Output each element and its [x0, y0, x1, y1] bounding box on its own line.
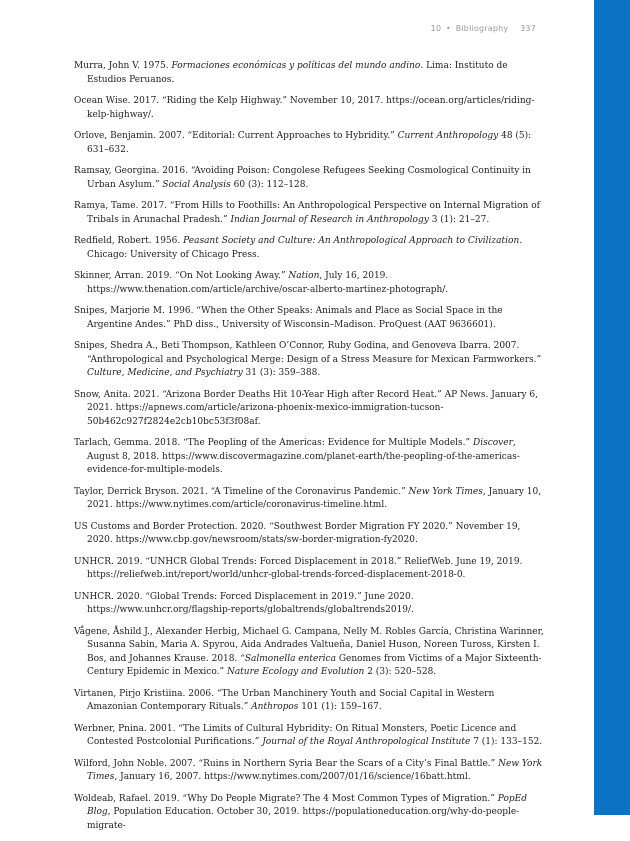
entry-text: 31 (3): 359–388.	[242, 368, 321, 378]
bibliography-entry	[74, 235, 544, 262]
entry-italic-title: Anthropos	[251, 702, 299, 712]
bibliography-entry	[74, 340, 544, 381]
entry-italic-title: Nation	[288, 271, 320, 281]
bibliography-entry	[74, 486, 544, 513]
entry-text: Woldeab, Rafael. 2019. “Why Do People Migrate? The 4 Most Common Types of Migration.”	[74, 793, 498, 804]
entry-text: Tarlach, Gemma. 2018. “The Peopling of the Americas: Evidence for Multiple Models.”	[74, 438, 473, 448]
bibliography-entry	[74, 389, 544, 430]
chapter-edge-bar	[594, 0, 630, 815]
bibliography-entry	[74, 95, 544, 122]
entry-italic-title: Formaciones económicas y políticas del mundo andino	[171, 61, 421, 71]
bibliography-entry	[74, 521, 544, 548]
entry-text: 2 (3): 520–528.	[364, 667, 437, 677]
separator-bullet: •	[446, 24, 451, 33]
running-head	[431, 24, 536, 33]
entry-text: 7 (1): 133–152.	[470, 737, 543, 747]
entry-text: . Chicago: University of Chicago Press.	[87, 236, 523, 260]
bibliography-entry	[74, 591, 544, 618]
entry-text: Redfield, Robert. 1956.	[74, 236, 184, 246]
entry-text: , January 16, 2007. https://www.nytimes.com/2007/01/16/science/16batt.html.	[114, 772, 471, 782]
entry-text: Vågene, Åshild J., Alexander Herbig, Michael G. Campana, Nelly M. Robles García, Christina Warinner, Susanna Sabin, Maria A. Spyrou, Aida Andrades Valtueña, Daniel Huson, Noreen Tuross, Kirsten I. Bos, and Johannes Krause. 2018. “	[74, 626, 544, 664]
entry-text: Snow, Anita. 2021. “Arizona Border Deaths Hit 10-Year High after Record Heat.” AP News. January 6, 2021. https://apnews.com/article/arizona-phoenix-mexico-immigration-tucson-50b462c927f2824e2cb10bc53f3f08af.	[74, 389, 538, 427]
entry-text: Snipes, Marjorie M. 1996. “When the Other Speaks: Animals and Place as Social Space in the Argentine Andes.” PhD diss., University of Wisconsin–Madison. ProQuest (AAT 9636601).	[74, 306, 503, 330]
entry-text: Snipes, Shedra A., Beti Thompson, Kathleen O’Connor, Ruby Godina, and Genoveva Ibarra. 2007. “Anthropological and Psychological Merge: Design of a Stress Measure for Mexican Farmworkers.”	[74, 341, 542, 365]
bibliography-entry	[74, 165, 544, 192]
entry-italic-title: Discover	[472, 438, 513, 448]
entry-italic-title: Current Anthropology	[397, 131, 499, 141]
entry-text: US Customs and Border Protection. 2020. “Southwest Border Migration FY 2020.” November 19, 2020. https://www.cbp.gov/newsroom/stats/sw-border-migration-fy2020.	[74, 521, 521, 545]
entry-italic-title: New York Times	[408, 486, 483, 497]
entry-italic-title: Social Analysis	[162, 179, 231, 190]
bibliography-entry	[74, 437, 544, 478]
entry-text: , Population Education. October 30, 2019. https://populationeducation.org/why-do-people-migrate-	[87, 807, 520, 831]
entry-italic-title: Nature Ecology and Evolution	[226, 667, 365, 677]
bibliography-entry	[74, 556, 544, 583]
entry-italic-title: PopEd Blog	[87, 793, 527, 817]
entry-italic-title: Salmonella enterica	[244, 653, 336, 664]
entry-text: 60 (3): 112–128.	[230, 179, 309, 190]
chapter-number: 10	[430, 24, 442, 33]
entry-text: Genomes from Victims of a Major Sixteenth-Century Epidemic in Mexico.”	[87, 653, 542, 677]
entry-text: , January 10, 2021. https://www.nytimes.com/article/coronavirus-timeline.html.	[87, 486, 542, 510]
bibliography-entry	[74, 793, 544, 834]
entry-text: Taylor, Derrick Bryson. 2021. “A Timeline of the Coronavirus Pandemic.”	[74, 486, 409, 497]
entry-text: , July 16, 2019. https://www.thenation.com/article/archive/oscar-alberto-martinez-photograph/.	[87, 271, 449, 295]
entry-text: Wilford, John Noble. 2007. “Ruins in Northern Syria Bear the Scars of a City’s Final Battle.”	[74, 758, 499, 769]
entry-italic-title: Indian Journal of Research in Anthropology	[230, 214, 429, 225]
bibliography-entry	[74, 270, 544, 297]
entry-text: 48 (5): 631–632.	[87, 131, 532, 155]
entry-italic-title: Culture, Medicine, and Psychiatry	[87, 368, 243, 378]
entry-text: Murra, John V. 1975.	[74, 61, 172, 71]
page-number: 337	[520, 24, 536, 33]
bibliography-list	[74, 60, 544, 841]
entry-italic-title: Journal of the Royal Anthropological Institute	[262, 737, 471, 747]
entry-text: UNHCR. 2019. “UNHCR Global Trends: Forced Displacement in 2018.” ReliefWeb. June 19, 2019. https://reliefweb.int/report/world/unhcr-global-trends-forced-displacement-2018-0.	[74, 556, 523, 580]
bibliography-entry	[74, 305, 544, 332]
bibliography-entry	[74, 130, 544, 157]
bibliography-entry	[74, 758, 544, 785]
bibliography-entry	[74, 200, 544, 227]
entry-text: UNHCR. 2020. “Global Trends: Forced Displacement in 2019.” June 2020. https://www.unhcr.org/flagship-reports/globaltrends/globaltrends2019/.	[74, 591, 414, 615]
entry-italic-title: Peasant Society and Culture: An Anthropological Approach to Civilization	[183, 236, 520, 246]
section-title: Bibliography	[455, 24, 509, 33]
entry-text: 3 (1): 21–27.	[428, 214, 490, 225]
entry-text: Ramya, Tame. 2017. “From Hills to Foothills: An Anthropological Perspective on Internal Migration of Tribals in Arunachal Pradesh.”	[74, 201, 540, 225]
entry-text: 101 (1): 159–167.	[298, 702, 382, 712]
entry-italic-title: New York Times	[87, 758, 543, 782]
entry-text: Ocean Wise. 2017. “Riding the Kelp Highway.” November 10, 2017. https://ocean.org/articles/riding-kelp-highway/.	[74, 96, 535, 120]
bibliography-entry	[74, 626, 544, 680]
bibliography-entry	[74, 723, 544, 750]
bibliography-entry	[74, 688, 544, 715]
entry-text: Ramsay, Georgina. 2016. “Avoiding Poison: Congolese Refugees Seeking Cosmological Continuity in Urban Asylum.”	[74, 166, 531, 190]
entry-text: Orlove, Benjamin. 2007. “Editorial: Current Approaches to Hybridity.”	[74, 131, 398, 141]
entry-text: . Lima: Instituto de Estudios Peruanos.	[87, 61, 508, 85]
entry-text: Skinner, Arran. 2019. “On Not Looking Away.”	[74, 271, 289, 281]
entry-text: Virtanen, Pirjo Kristiina. 2006. “The Urban Manchinery Youth and Social Capital in Western Amazonian Contemporary Rituals.”	[74, 688, 495, 712]
entry-text: , August 8, 2018. https://www.discovermagazine.com/planet-earth/the-peopling-of-the-americas-evidence-for-multiple-models.	[87, 438, 520, 475]
bibliography-entry	[74, 60, 544, 87]
entry-text: Werbner, Pnina. 2001. “The Limits of Cultural Hybridity: On Ritual Monsters, Poetic Licence and Contested Postcolonial Purifications.”	[74, 723, 517, 747]
